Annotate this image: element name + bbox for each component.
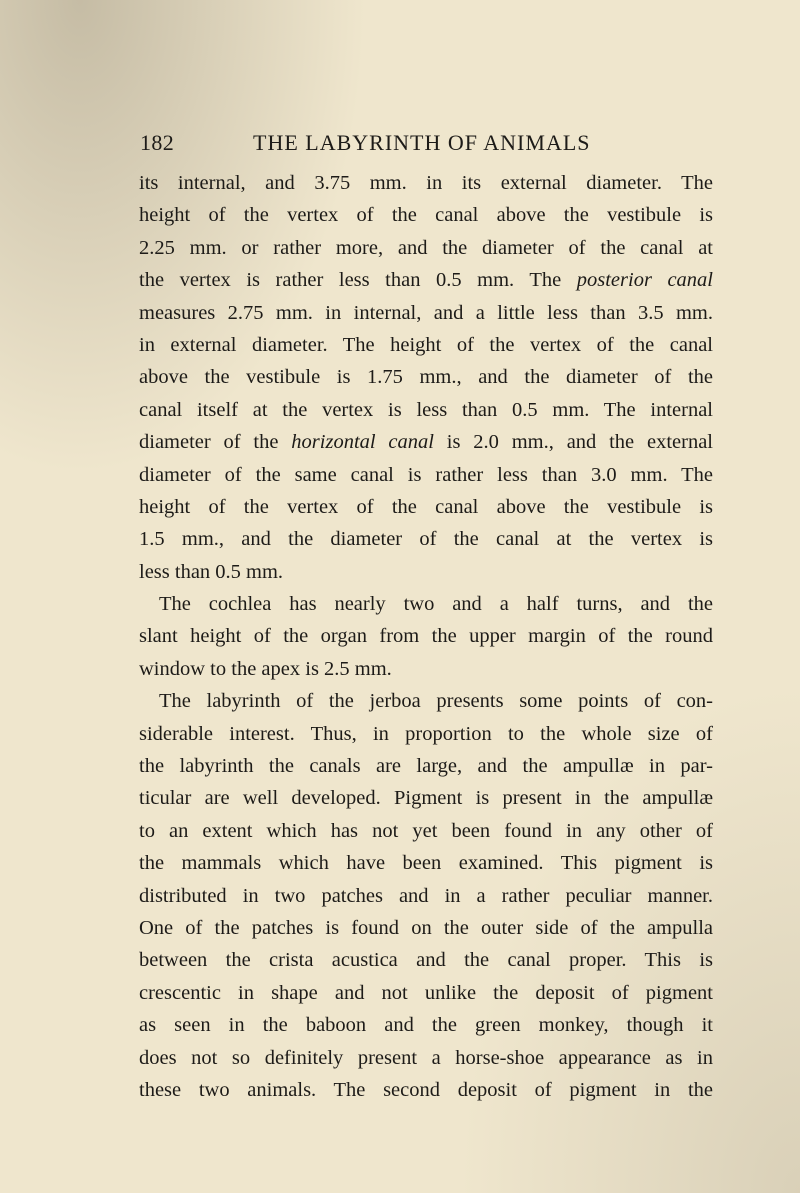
text-line: 1.5 mm., and the diameter of the canal at the vertex is: [139, 528, 713, 551]
text-line: to an extent which has not yet been found in any other of: [139, 819, 713, 842]
text-line: diameter of the horizontal canal is 2.0 mm., and the external: [139, 431, 713, 454]
running-head: [140, 130, 610, 162]
text-line: between the crista acustica and the canal proper. This is: [139, 949, 713, 972]
running-title: THE LABYRINTH OF ANIMALS: [253, 130, 591, 155]
text-line: height of the vertex of the canal above the vestibule is: [139, 495, 713, 518]
paragraph-start-line: The cochlea has nearly two and a half turns, and the: [159, 593, 713, 616]
text-line: height of the vertex of the canal above the vestibule is: [139, 204, 713, 227]
text-line: measures 2.75 mm. in internal, and a little less than 3.5 mm.: [139, 301, 713, 324]
text-line: ticular are well developed. Pigment is present in the ampullæ: [139, 787, 713, 810]
text-line: its internal, and 3.75 mm. in its external diameter. The: [139, 172, 713, 194]
text-line: siderable interest. Thus, in proportion to the whole size of: [139, 722, 713, 745]
text-line: crescentic in shape and not unlike the deposit of pigment: [139, 981, 713, 1004]
paragraph-end-line: less than 0.5 mm.: [139, 560, 284, 583]
paragraph-start-line: The labyrinth of the jerboa presents some points of con-: [159, 690, 713, 713]
text-line: One of the patches is found on the outer side of the ampulla: [139, 916, 713, 939]
text-line: above the vestibule is 1.75 mm., and the diameter of the: [139, 366, 713, 389]
text-line: does not so definitely present a horse-shoe appearance as in: [139, 1046, 713, 1069]
text-line: the mammals which have been examined. This pigment is: [139, 852, 713, 875]
text-line: canal itself at the vertex is less than 0.5 mm. The internal: [139, 398, 713, 421]
text-line: 2.25 mm. or rather more, and the diameter of the canal at: [139, 236, 713, 259]
text-line: as seen in the baboon and the green monkey, though it: [139, 1014, 713, 1037]
body-text: [139, 167, 713, 1106]
italic-term: posterior canal: [576, 269, 714, 292]
paragraph-end-line: window to the apex is 2.5 mm.: [139, 657, 392, 680]
text-line: in external diameter. The height of the vertex of the canal: [139, 333, 713, 356]
text-line: slant height of the organ from the upper margin of the round: [139, 625, 713, 648]
text-line: the labyrinth the canals are large, and the ampullæ in par-: [139, 755, 713, 778]
text-line: the vertex is rather less than 0.5 mm. The posterior canal: [139, 269, 714, 292]
text-line: these two animals. The second deposit of pigment in the: [139, 1078, 713, 1101]
text-line: distributed in two patches and in a rather peculiar manner.: [139, 884, 713, 907]
text-line: diameter of the same canal is rather less than 3.0 mm. The: [139, 463, 713, 486]
page-number: 182: [140, 130, 175, 155]
italic-term: horizontal canal: [291, 431, 434, 454]
